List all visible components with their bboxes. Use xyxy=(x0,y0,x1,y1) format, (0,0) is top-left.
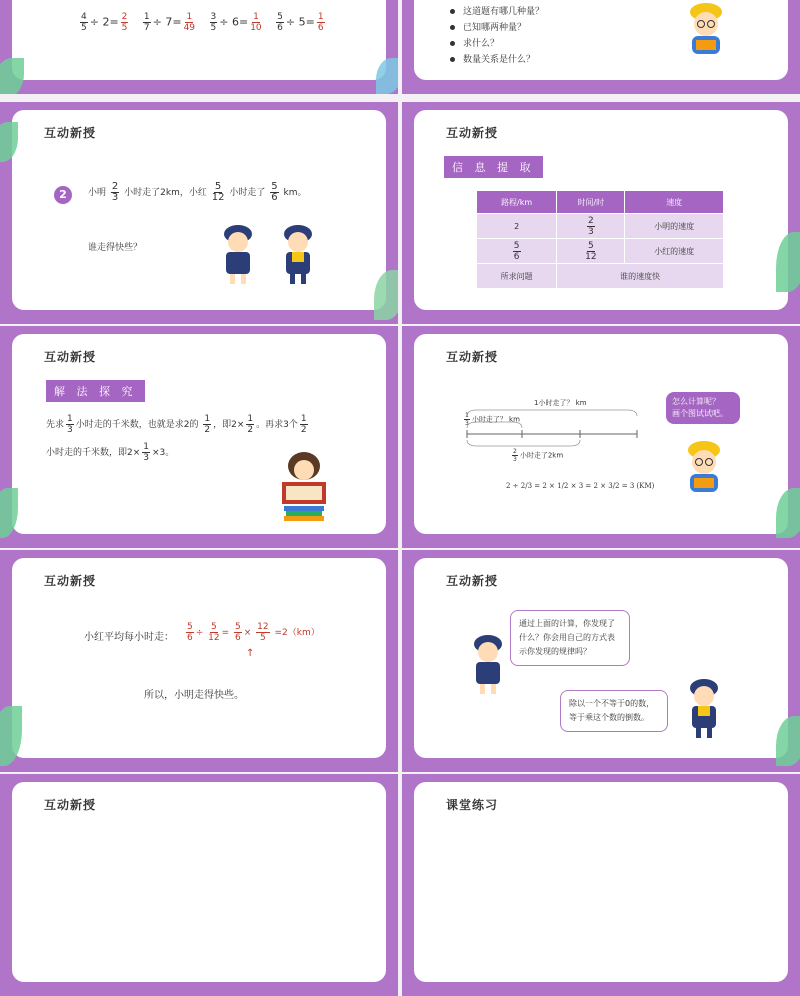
calculation-expression: $\frac{5}{6}$ ÷ $\frac{5}{12}$ = $\frac{5}{6}$ × $\frac{12}{5}$ =2（km） xyxy=(187,622,320,643)
slide-canvas xyxy=(414,110,788,310)
slide-1 xyxy=(0,0,398,94)
slide-canvas xyxy=(12,0,386,80)
diagram-label-bottom: $\frac{2}{3}$ 小时走了2km xyxy=(513,448,564,463)
question-item: 这道题有哪几种量？ xyxy=(450,4,544,17)
slide-2 xyxy=(402,0,800,94)
table-row xyxy=(477,214,724,239)
slide-title: 互动新授 xyxy=(446,350,499,364)
question-number-badge: 2 xyxy=(54,186,72,204)
slide-canvas xyxy=(12,782,386,982)
girl-illustration xyxy=(218,222,258,286)
slide-8 xyxy=(402,550,800,772)
table-header: 时间/时 xyxy=(557,191,625,214)
speech-bubble: 怎么计算呢？ 画个图试试吧。 xyxy=(666,392,740,424)
equation-row: $\frac{4}{5}$ ÷ 2= $\frac{2}{5}$ $\frac{1}{7}$ ÷ 7= $\frac{1}{49}$ $\frac{3}{5}$ ÷ 6= $\frac{1}{10}$ $\frac{5}{6}$ ÷ 5= $\frac{1}{6}$ xyxy=(81,12,324,33)
reading-girl-illustration xyxy=(276,450,332,522)
slide-title: 互动新授 xyxy=(44,574,97,588)
boy-illustration xyxy=(684,676,724,740)
table-cell: 谁的速度快 xyxy=(557,264,724,289)
slide-title: 互动新授 xyxy=(446,574,499,588)
slide-5 xyxy=(0,326,398,548)
slide-4 xyxy=(402,102,800,324)
slide-canvas xyxy=(414,782,788,982)
table-header-row xyxy=(477,191,724,214)
diagram-label-top: 1小时走了？ km xyxy=(534,399,587,407)
slide-canvas xyxy=(12,558,386,758)
question-text: 谁走得快些？ xyxy=(88,243,143,253)
question-item: 已知哪两种量？ xyxy=(450,20,526,33)
boy-illustration xyxy=(278,222,318,286)
reading-boy-illustration xyxy=(676,0,736,60)
table-cell: $\frac{2}{3}$ xyxy=(557,214,625,239)
table-row xyxy=(477,239,724,264)
info-table xyxy=(476,190,724,289)
slide-title: 互动新授 xyxy=(44,798,97,812)
speech-bubble: 通过上面的计算，你发现了什么？你会用自己的方式表示你发现的规律吗？ xyxy=(510,610,630,666)
slide-title: 互动新授 xyxy=(44,126,97,140)
explanation-line-1: 先求 $\frac{1}{3}$ 小时走的千米数，也就是求2的 $\frac{1}{2}$ ，即2× $\frac{1}{2}$ 。再求3个 $\frac{1}{2}$ xyxy=(46,414,307,435)
slide-9 xyxy=(0,774,398,996)
table-row xyxy=(477,264,724,289)
slide-6 xyxy=(402,326,800,548)
speech-bubble: 除以一个不等于0的数，等于乘这个数的倒数。 xyxy=(560,690,668,732)
table-cell: 小红的速度 xyxy=(625,239,724,264)
slide-canvas xyxy=(414,334,788,534)
question-item: 数量关系是什么？ xyxy=(450,52,535,65)
calculation-label: 小红平均每小时走： xyxy=(84,632,174,643)
table-cell: 小明的速度 xyxy=(625,214,724,239)
reading-boy-illustration xyxy=(674,438,734,502)
slide-canvas xyxy=(12,110,386,310)
calculation-formula: 2 ÷ 2/3 = 2 × 1/2 × 3 = 2 × 3/2 = 3 (KM) xyxy=(506,482,655,490)
table-header: 速度 xyxy=(625,191,724,214)
diagram-label-mid: $\frac{1}{3}$ 小时走了？ km xyxy=(465,412,520,427)
slide-canvas xyxy=(414,558,788,758)
slide-title: 互动新授 xyxy=(446,126,499,140)
explanation-line-2: 小时走的千米数，即2× $\frac{1}{3}$ ×3。 xyxy=(46,442,175,463)
question-item: 求什么？ xyxy=(450,36,499,49)
problem-text: 小明 $\frac{2}{3}$ 小时走了2km，小红 $\frac{5}{12}$ 小时走了 $\frac{5}{6}$ km。 xyxy=(88,181,307,203)
table-cell: $\frac{5}{6}$ xyxy=(477,239,557,264)
slide-canvas xyxy=(12,334,386,534)
slide-title: 课堂练习 xyxy=(446,798,499,812)
section-tag: 信 息 提 取 xyxy=(444,156,543,178)
table-header: 路程/km xyxy=(477,191,557,214)
table-cell: $\frac{5}{12}$ xyxy=(557,239,625,264)
leaf-decoration xyxy=(0,58,24,94)
slide-10 xyxy=(402,774,800,996)
slide-title: 互动新授 xyxy=(44,350,97,364)
up-arrow: ↑ xyxy=(246,648,255,659)
table-cell: 2 xyxy=(477,214,557,239)
slide-7 xyxy=(0,550,398,772)
slide-3 xyxy=(0,102,398,324)
girl-illustration xyxy=(468,632,508,696)
conclusion-text: 所以，小明走得快些。 xyxy=(144,690,244,701)
section-tag: 解 法 探 究 xyxy=(46,380,145,402)
slide-canvas xyxy=(414,0,788,80)
table-cell: 所求问题 xyxy=(477,264,557,289)
